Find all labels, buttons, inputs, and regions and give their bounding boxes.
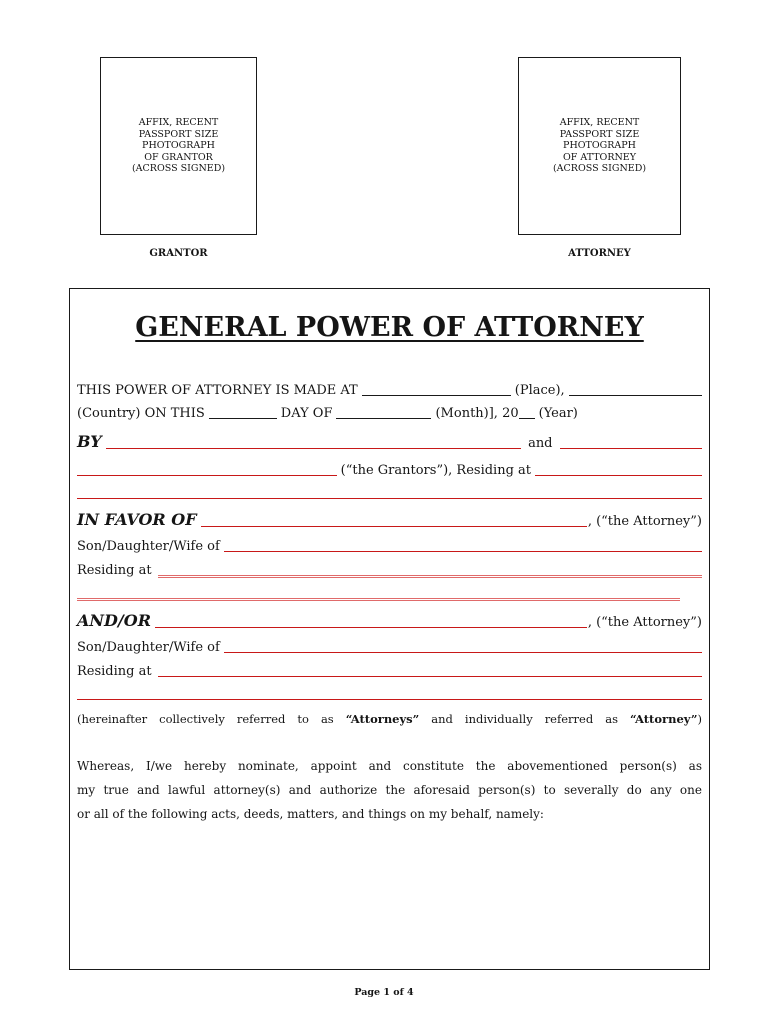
whereas-line: Whereas, I/we hereby nominate, appoint and constitute the abovementioned person(s) as <box>77 759 702 773</box>
day-field[interactable] <box>209 418 277 419</box>
attorney-photo-instructions <box>553 117 646 175</box>
page-label: Page <box>354 987 381 998</box>
whereas-line: my true and lawful attorney(s) and authorize the aforesaid person(s) to severally do any one <box>77 783 702 797</box>
attorney-1-role-label: , (“the Attorney”) <box>587 514 702 529</box>
grantors-address-line-2[interactable] <box>77 498 702 499</box>
attorney-2-name-field[interactable] <box>155 627 587 628</box>
page-of-label: of <box>393 987 404 998</box>
country-field[interactable] <box>569 395 702 396</box>
date-line <box>77 405 702 423</box>
and-label: and <box>528 436 553 451</box>
attorney-1-name-field[interactable] <box>201 526 587 527</box>
country-label: (Country) ON THIS <box>77 406 205 421</box>
grantor-photo-box <box>100 57 257 235</box>
in-favor-of-label: IN FAVOR OF <box>77 510 197 529</box>
attorney-1-residing-label: Residing at <box>77 563 152 578</box>
photo-instruction-line: OF ATTORNEY <box>562 151 637 163</box>
hereinafter-text: ) <box>697 712 702 726</box>
place-field[interactable] <box>362 395 511 396</box>
attorney-2-residence-line <box>77 663 702 681</box>
grantor-photo-instructions <box>132 117 225 175</box>
month-field[interactable] <box>336 418 431 419</box>
page-total: 4 <box>407 987 414 998</box>
attorneys-term: “Attorneys” <box>345 712 420 726</box>
attorney-2-address-field[interactable] <box>158 676 702 677</box>
month-label: (Month)], 20 <box>435 406 519 421</box>
year-label: (Year) <box>538 406 578 421</box>
and-or-line <box>77 611 702 631</box>
place-label: (Place), <box>514 383 565 398</box>
photo-instruction-line: (ACROSS SIGNED) <box>552 163 647 175</box>
attorney-label: ATTORNEY <box>568 248 631 259</box>
grantors-residence-line <box>77 462 702 480</box>
attorney-2-address-line-2[interactable] <box>77 699 702 700</box>
by-line <box>77 432 702 452</box>
page-number: 1 <box>383 987 390 998</box>
attorney-photo-box <box>518 57 681 235</box>
photo-instruction-line: PASSPORT SIZE <box>559 128 640 140</box>
attorney-2-relation-field[interactable] <box>224 652 702 653</box>
document-title: GENERAL POWER OF ATTORNEY <box>135 312 644 343</box>
grantors-address-field[interactable] <box>535 475 702 476</box>
grantor-label: GRANTOR <box>149 248 208 259</box>
grantors-label: (“the Grantors”), Residing at <box>340 463 532 478</box>
grantor-1-name-field[interactable] <box>106 448 521 449</box>
power-of-attorney-form <box>69 288 710 970</box>
photo-instruction-line: (ACROSS SIGNED) <box>131 163 226 175</box>
photo-instruction-line: PHOTOGRAPH <box>142 140 215 152</box>
attorney-2-relation-line <box>77 639 702 657</box>
attorney-1-residence-line <box>77 562 702 580</box>
whereas-line: or all of the following acts, deeds, matters, and things on my behalf, namely: <box>77 807 544 821</box>
day-label: DAY OF <box>280 406 333 421</box>
attorney-term: “Attorney” <box>629 712 698 726</box>
attorney-1-address-line-2[interactable] <box>77 598 680 601</box>
made-at-text: THIS POWER OF ATTORNEY IS MADE AT <box>77 383 358 398</box>
attorney-1-relation-label: Son/Daughter/Wife of <box>77 539 220 554</box>
photo-instruction-line: OF GRANTOR <box>144 151 213 163</box>
photo-instruction-line: AFFIX, RECENT <box>138 117 219 129</box>
page-footer <box>0 986 768 1000</box>
attorney-2-relation-label: Son/Daughter/Wife of <box>77 640 220 655</box>
in-favor-of-line <box>77 510 702 530</box>
grantor-2-name-field[interactable] <box>560 448 702 449</box>
hereinafter-text: (hereinafter collectively referred to as <box>77 712 346 726</box>
photo-instruction-line: PASSPORT SIZE <box>138 128 219 140</box>
attorney-2-role-label: , (“the Attorney”) <box>587 615 702 630</box>
by-label: BY <box>77 432 102 451</box>
hereinafter-text: and individually referred as <box>419 712 630 726</box>
attorney-1-relation-field[interactable] <box>224 551 702 552</box>
photo-instruction-line: PHOTOGRAPH <box>563 140 636 152</box>
hereinafter-clause <box>77 710 702 728</box>
grantor-name-continuation-field[interactable] <box>77 475 337 476</box>
photo-instruction-line: AFFIX, RECENT <box>559 117 640 129</box>
year-field[interactable] <box>519 418 535 419</box>
attorney-2-residing-label: Residing at <box>77 664 152 679</box>
made-at-line <box>77 382 702 400</box>
and-or-label: AND/OR <box>77 611 151 630</box>
attorney-1-relation-line <box>77 538 702 556</box>
attorney-1-address-field[interactable] <box>158 574 702 578</box>
